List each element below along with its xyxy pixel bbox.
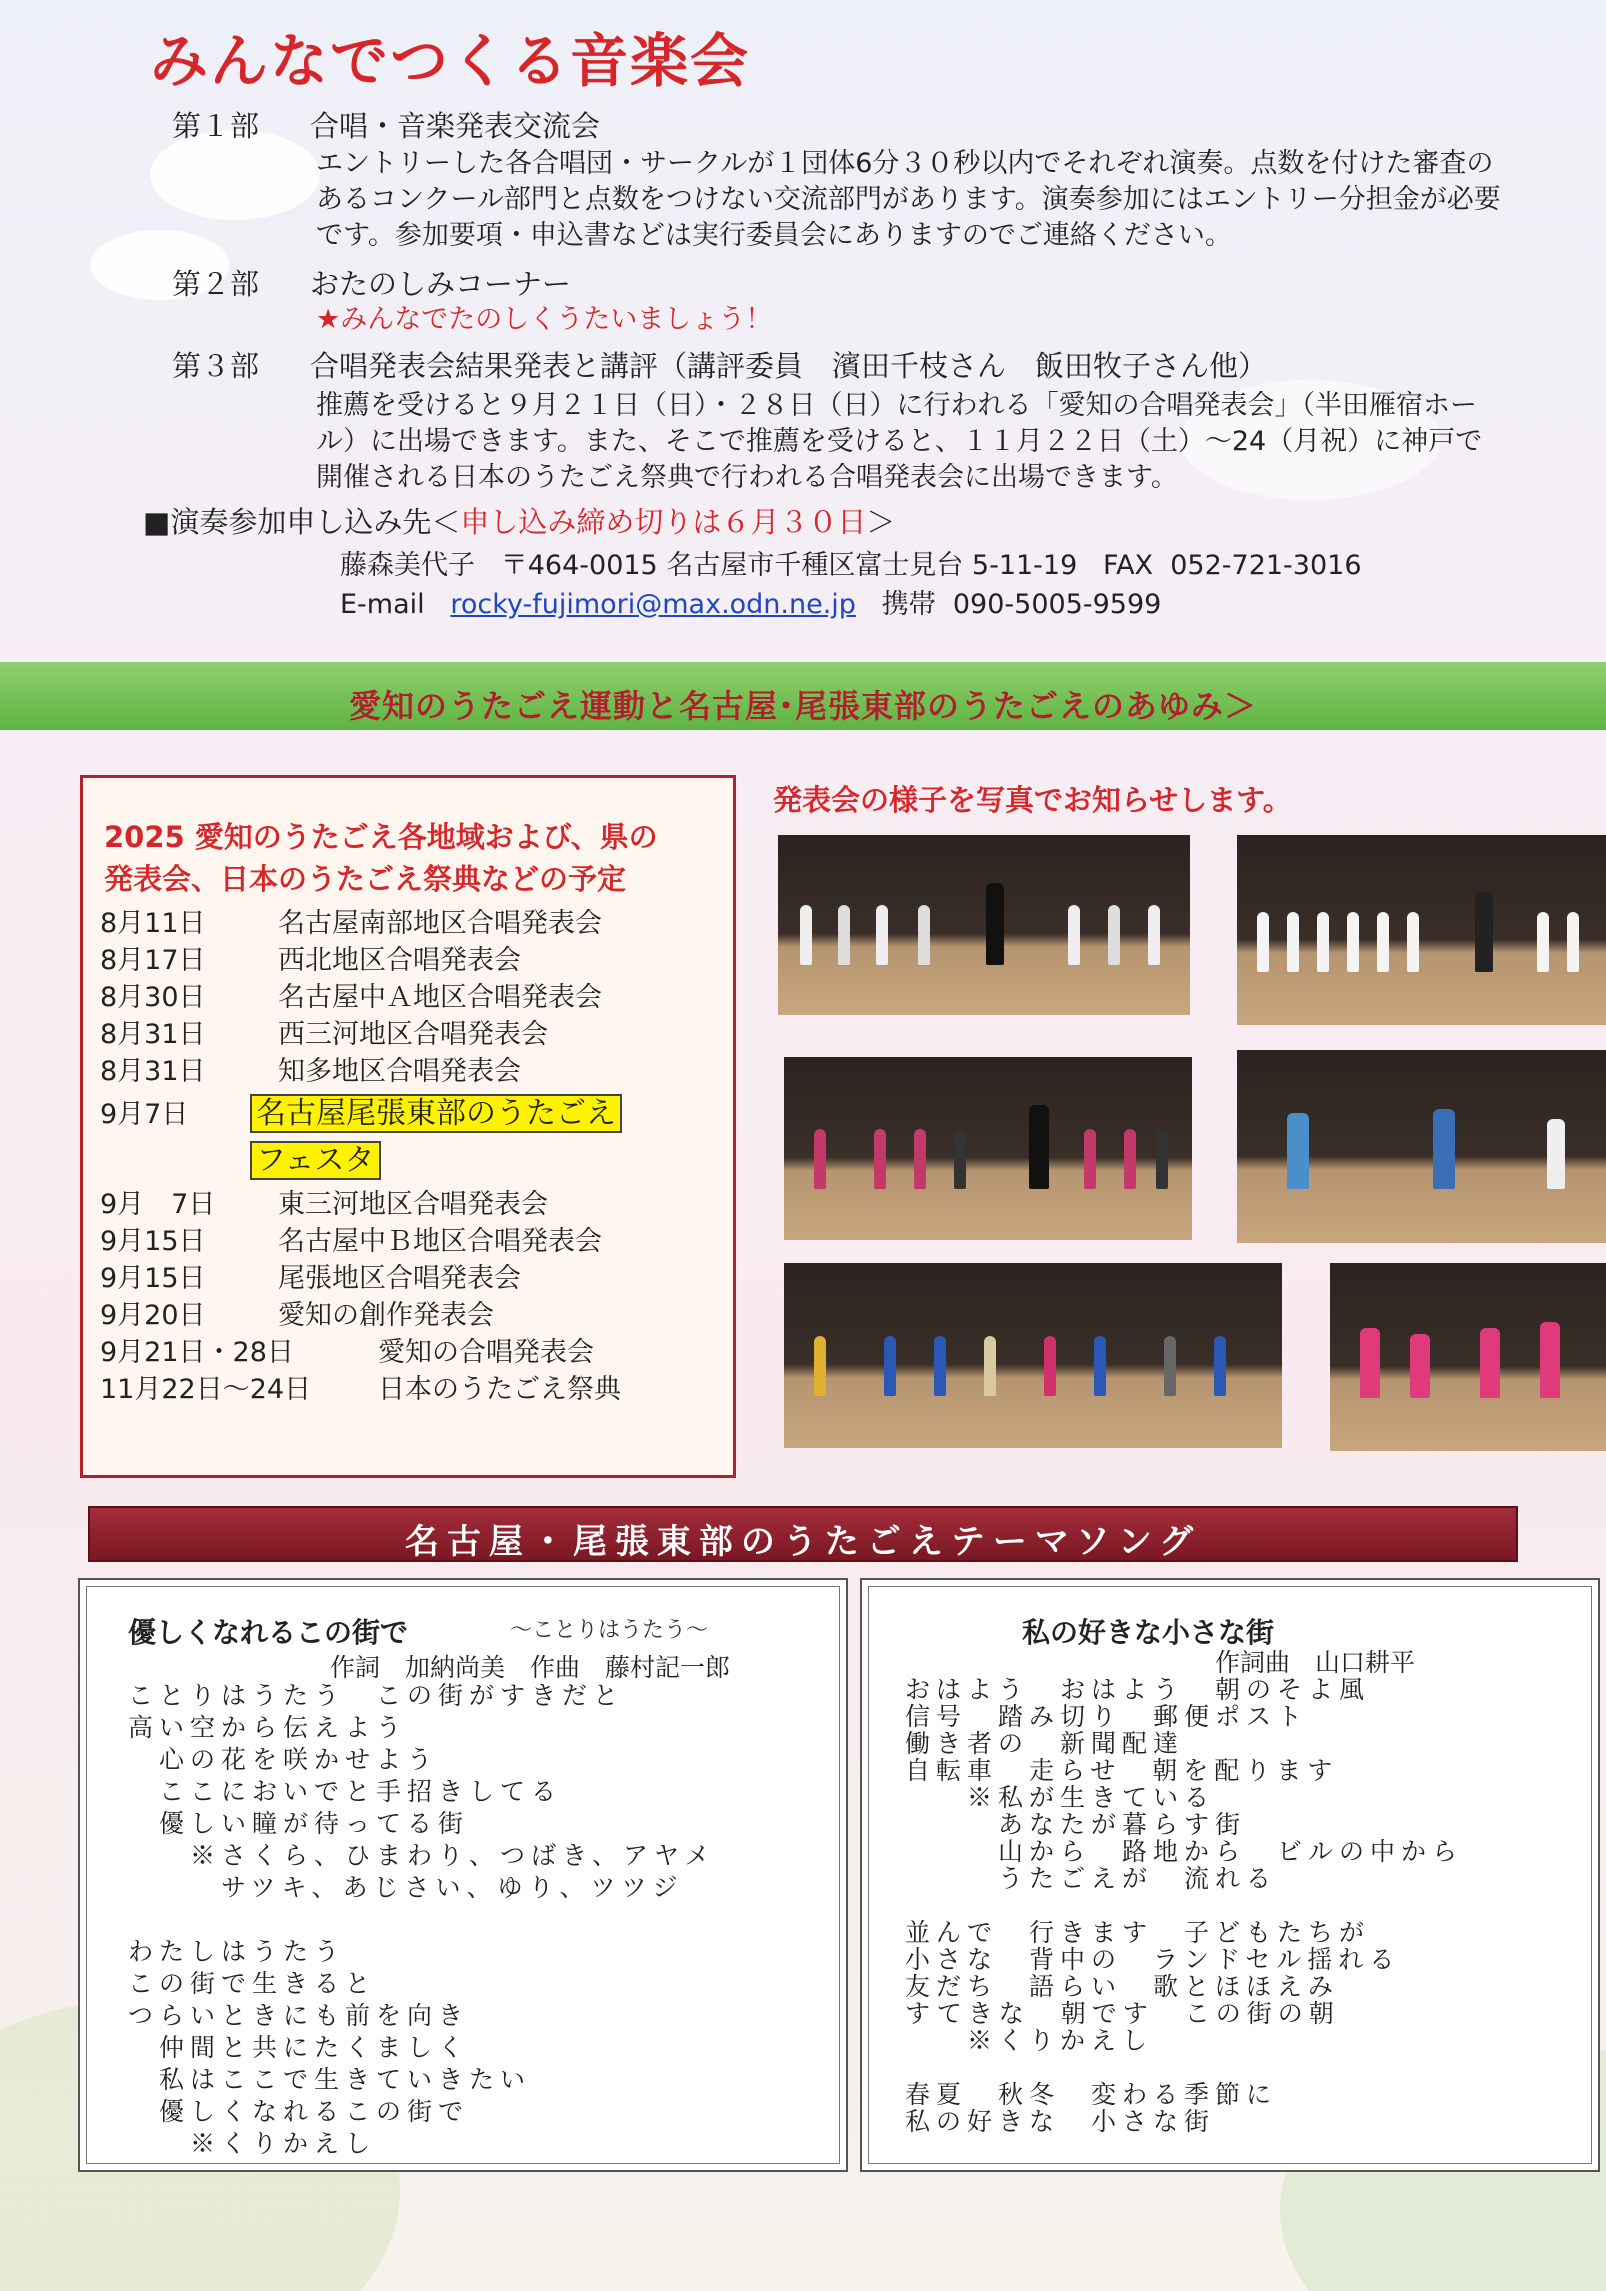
lyric-line: わたしはうたう: [128, 1937, 346, 1966]
deadline-text: 申し込み締め切りは６月３０日: [460, 505, 867, 539]
event-name-highlight: フェスタ: [250, 1141, 381, 1180]
lyric-line: 友だち 語らい 歌とほほえみ: [905, 1972, 1340, 2001]
event-date: 9月20日: [100, 1300, 206, 1331]
photo-figure: [1547, 1119, 1565, 1189]
photo-figure: [838, 905, 850, 965]
lyric-line: ※くりかえし: [128, 2129, 377, 2158]
event-name: 東三河地区合唱発表会: [278, 1189, 548, 1220]
event-date: 9月21日・28日: [100, 1337, 294, 1368]
lyric-line: 私の好きな 小さな街: [905, 2107, 1216, 2136]
event-date: 9月 7日: [100, 1189, 216, 1220]
photo-figure: [1410, 1334, 1430, 1398]
lyric-line: おはよう おはよう 朝のそよ風: [905, 1675, 1371, 1704]
event-date: 9月15日: [100, 1226, 206, 1257]
photo-figure: [986, 883, 1004, 965]
event-date: 8月30日: [100, 982, 206, 1013]
photo-figure: [1287, 1113, 1309, 1189]
part-number: 第２部: [172, 267, 260, 301]
part-name: 合唱・音楽発表交流会: [310, 109, 601, 143]
photo-figure: [1475, 892, 1493, 972]
fax-number: 052-721-3016: [1170, 550, 1362, 581]
song-2-credit: 作詞曲 山口耕平: [1215, 1648, 1416, 1677]
part-2: [172, 262, 571, 303]
schedule-event-featured-cont: [250, 1135, 381, 1179]
event-date: 8月31日: [100, 1056, 206, 1087]
lyric-line: 信号 踏み切り 郵便ポスト: [905, 1702, 1309, 1731]
photo-figure: [876, 905, 888, 965]
lyric-line: 優しくなれるこの街で: [128, 2097, 470, 2126]
photo-figure: [954, 1129, 966, 1189]
email-label: E-mail: [340, 589, 425, 620]
photo-figure: [1084, 1129, 1096, 1189]
lyric-line: ※くりかえし: [905, 2026, 1154, 2055]
photo-caption: 発表会の様子を写真でお知らせします。: [773, 783, 1292, 817]
schedule-heading-line: 2025 愛知のうたごえ各地域および、県の: [104, 820, 658, 854]
lyric-line: 自転車 走らせ 朝を配ります: [905, 1756, 1339, 1785]
desc-line: 推薦を受けると９月２１日（日）・２８日（日）に行われる「愛知の合唱発表会」（半田雁宿ホー: [316, 390, 1477, 421]
mobile-label: 携帯: [881, 589, 936, 620]
event-name: 知多地区合唱発表会: [278, 1056, 521, 1087]
desc-line: あるコンクール部門と点数をつけない交流部門があります。演奏参加にはエントリー分担金が必要: [316, 184, 1501, 215]
desc-line: エントリーした各合唱団・サークルが１団体6分３０秒以内でそれぞれ演奏。点数を付けた審査の: [316, 148, 1494, 179]
schedule-event: [100, 975, 602, 1014]
lyric-line: 並んで 行きます 子どもたちが: [905, 1918, 1371, 1947]
desc-line: 開催される日本のうたごえ祭典で行われる合唱発表会に出場できます。: [316, 462, 1178, 493]
schedule-event: [100, 1330, 594, 1369]
schedule-event: [100, 1219, 602, 1258]
part-3-description: [316, 388, 1596, 496]
part-1: [172, 104, 600, 145]
event-name: 名古屋南部地区合唱発表会: [278, 908, 602, 939]
lyric-line: 山から 路地から ビルの中から: [905, 1837, 1464, 1866]
application-label: ■演奏参加申し込み先＜: [143, 505, 461, 539]
concert-photo: [1237, 1050, 1606, 1243]
photo-figure: [814, 1129, 826, 1189]
lyric-line: サツキ、あじさい、ゆり、ツツジ: [128, 1873, 684, 1902]
photo-figure: [1433, 1109, 1455, 1189]
event-name: 日本のうたごえ祭典: [378, 1374, 621, 1405]
event-name: 西北地区合唱発表会: [278, 945, 521, 976]
photo-figure: [918, 905, 930, 965]
event-date: 9月7日: [100, 1099, 189, 1130]
desc-line: です。参加要項・申込書などは実行委員会にありますのでご連絡ください。: [316, 220, 1232, 251]
lyric-line: ※さくら、ひまわり、つばき、アヤメ: [128, 1841, 716, 1870]
event-name: 名古屋中Ａ地区合唱発表会: [278, 982, 602, 1013]
part-name: おたのしみコーナー: [310, 267, 572, 301]
photo-figure: [934, 1336, 946, 1396]
part-3: [172, 344, 1267, 385]
photo-figure: [1108, 905, 1120, 965]
photo-figure: [874, 1129, 886, 1189]
theme-song-band-title: 名古屋・尾張東部のうたごえテーマソング: [404, 1522, 1202, 1562]
event-date: 8月31日: [100, 1019, 206, 1050]
event-name: 愛知の合唱発表会: [378, 1337, 594, 1368]
lyric-line: 仲間と共にたくましく: [128, 2033, 470, 2062]
contact-name: 藤森美代子: [340, 550, 475, 581]
concert-photo: [778, 835, 1190, 1015]
photo-figure: [1148, 905, 1160, 965]
part-1-description: [316, 146, 1596, 254]
song-1-title: 優しくなれるこの街で: [128, 1616, 409, 1649]
lyric-line: 私はここで生きていきたい: [128, 2065, 532, 2094]
photo-figure: [1214, 1336, 1226, 1396]
lyric-line: すてきな 朝です この街の朝: [905, 1999, 1340, 2028]
lyric-line: うたごえが 流れる: [905, 1864, 1278, 1893]
lyric-line: つらいときにも前を向き: [128, 2001, 470, 2030]
schedule-event: [100, 901, 602, 940]
event-name-highlight: 名古屋尾張東部のうたごえ: [250, 1094, 622, 1133]
photo-figure: [1567, 912, 1579, 972]
concert-photo: [1330, 1263, 1606, 1451]
schedule-event: [100, 1012, 548, 1051]
event-date: 9月15日: [100, 1263, 206, 1294]
schedule-event: [100, 1367, 621, 1406]
event-name: 愛知の創作発表会: [278, 1300, 494, 1331]
event-name: 尾張地区合唱発表会: [278, 1263, 521, 1294]
fax-label: FAX: [1103, 550, 1154, 581]
lyric-line: ※私が生きている: [905, 1783, 1216, 1812]
event-date: 8月17日: [100, 945, 206, 976]
photo-figure: [1480, 1328, 1500, 1398]
photo-figure: [814, 1336, 826, 1396]
lyric-line: あなたが暮らす街: [905, 1810, 1247, 1839]
photo-figure: [1029, 1105, 1049, 1189]
photo-figure: [1124, 1129, 1136, 1189]
part-number: 第１部: [172, 109, 260, 143]
part-2-description: [316, 302, 1596, 338]
photo-figure: [1164, 1336, 1176, 1396]
email-link[interactable]: rocky-fujimori@max.odn.ne.jp: [450, 589, 856, 620]
application-close: ＞: [866, 505, 896, 539]
schedule-event: [100, 938, 521, 977]
lyric-line: 高い空から伝えよう: [128, 1713, 408, 1742]
contact-address-line: [340, 543, 1362, 582]
photo-figure: [1068, 905, 1080, 965]
event-date: 11月22日～24日: [100, 1374, 312, 1405]
mobile-number: 090-5005-9599: [952, 589, 1162, 620]
history-band-title: 愛知のうたごえ運動と名古屋･尾張東部のうたごえのあゆみ＞: [348, 687, 1257, 725]
schedule-event: [100, 1182, 548, 1221]
desc-line: ★みんなでたのしくうたいましょう！: [316, 304, 773, 335]
lyric-line: 小さな 背中の ランドセル揺れる: [905, 1945, 1401, 1974]
lyric-line: ここにおいでと手招きしてる: [128, 1777, 563, 1806]
lyric-line: 春夏 秋冬 変わる季節に: [905, 2080, 1278, 2109]
song-2-title: 私の好きな小さな街: [1022, 1616, 1275, 1649]
photo-figure: [1287, 912, 1299, 972]
event-date: 8月11日: [100, 908, 206, 939]
photo-figure: [1360, 1328, 1380, 1398]
lyric-line: ことりはうたう この街がすきだと: [128, 1681, 625, 1710]
song-1-credit: 作詞 加納尚美 作曲 藤村記一郎: [330, 1653, 731, 1682]
photo-figure: [800, 905, 812, 965]
photo-figure: [1044, 1336, 1056, 1396]
photo-figure: [1540, 1322, 1560, 1398]
schedule-event: [100, 1293, 494, 1332]
photo-figure: [1407, 912, 1419, 972]
photo-figure: [1347, 912, 1359, 972]
concert-photo: [784, 1263, 1282, 1448]
photo-figure: [884, 1336, 896, 1396]
photo-figure: [1257, 912, 1269, 972]
photo-figure: [1377, 912, 1389, 972]
concert-photo: [1237, 835, 1606, 1025]
concert-photo: [784, 1057, 1192, 1240]
application-heading: [143, 500, 895, 541]
photo-figure: [1537, 912, 1549, 972]
schedule-event: [100, 1256, 521, 1295]
photo-figure: [1317, 912, 1329, 972]
part-number: 第３部: [172, 349, 260, 383]
event-name: 名古屋中Ｂ地区合唱発表会: [278, 1226, 602, 1257]
lyric-line: 優しい瞳が待ってる街: [128, 1809, 470, 1838]
lyric-line: 心の花を咲かせよう: [128, 1745, 439, 1774]
part-name: 合唱発表会結果発表と講評（講評委員 濱田千枝さん 飯田牧子さん他）: [310, 349, 1268, 383]
contact-email-line: [340, 582, 1161, 621]
photo-figure: [984, 1336, 996, 1396]
schedule-event-featured: [100, 1088, 622, 1132]
desc-line: ル）に出場できます。また、そこで推薦を受けると、１１月２２日（土）～24（月祝）に神戸で: [316, 426, 1483, 457]
schedule-event: [100, 1049, 521, 1088]
lyric-line: 働き者の 新聞配達: [905, 1729, 1185, 1758]
photo-figure: [1094, 1336, 1106, 1396]
contact-address: 〒464-0015 名古屋市千種区富士見台 5-11-19: [500, 550, 1078, 581]
photo-figure: [914, 1129, 926, 1189]
event-name: 西三河地区合唱発表会: [278, 1019, 548, 1050]
photo-figure: [1156, 1129, 1168, 1189]
page-title: みんなでつくる音楽会: [150, 27, 751, 95]
lyric-line: この街で生きると: [128, 1969, 377, 1998]
schedule-heading-line: 発表会、日本のうたごえ祭典などの予定: [104, 862, 627, 896]
song-1-subtitle: ～ことりはうたう～: [510, 1618, 709, 1643]
